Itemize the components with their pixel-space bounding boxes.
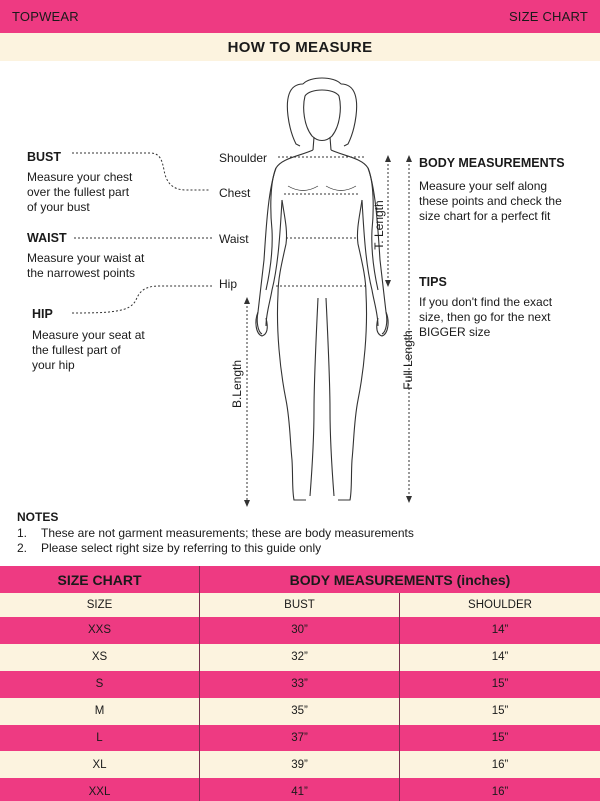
notes-title: NOTES bbox=[17, 510, 59, 524]
body-measurements-title: BODY MEASUREMENTS bbox=[419, 156, 565, 170]
table-row bbox=[0, 698, 600, 725]
waist-label: Waist bbox=[219, 232, 249, 246]
body-figure-illustration bbox=[0, 61, 600, 510]
how-to-measure-bar bbox=[0, 33, 600, 61]
column-header-size: SIZE bbox=[0, 593, 200, 617]
shoulder-cell: 16” bbox=[491, 785, 509, 798]
hip-label: Hip bbox=[219, 277, 238, 291]
shoulder-cell: 15” bbox=[491, 678, 509, 691]
shoulder-cell: 15” bbox=[491, 705, 509, 718]
bust-description: Measure your chest over the fullest part of your bust bbox=[27, 170, 133, 214]
table-header-row bbox=[0, 593, 600, 617]
waist-title: WAIST bbox=[27, 231, 67, 245]
b-length-label: B.Length bbox=[230, 359, 244, 409]
hip-title: HIP bbox=[32, 307, 53, 321]
note-item: 2. Please select right size by referring to this guide only bbox=[17, 541, 322, 555]
table-row bbox=[0, 751, 600, 778]
size-cell: XL bbox=[0, 751, 200, 778]
shoulder-label: Shoulder bbox=[219, 151, 268, 165]
size-cell: M bbox=[0, 698, 200, 725]
column-header-bust: BUST bbox=[200, 593, 400, 617]
size-cell: L bbox=[0, 725, 200, 752]
tips-description: If you don't find the exact size, then go for the next BIGGER size bbox=[419, 295, 553, 339]
bust-cell: 37” bbox=[200, 725, 400, 752]
table-title-right: BODY MEASUREMENTS (inches) bbox=[289, 571, 511, 588]
shoulder-cell: 16” bbox=[491, 758, 509, 771]
shoulder-cell: 15” bbox=[491, 732, 509, 744]
category-label: TOPWEAR bbox=[12, 9, 79, 24]
column-header-shoulder: SHOULDER bbox=[468, 599, 532, 611]
table-title-row bbox=[0, 566, 600, 593]
bust-cell: 35” bbox=[200, 698, 400, 725]
table-row bbox=[0, 725, 600, 752]
bust-cell: 33” bbox=[200, 671, 400, 698]
top-header-bar bbox=[0, 0, 600, 33]
bust-cell: 41” bbox=[200, 778, 400, 801]
table-row bbox=[0, 617, 600, 644]
shoulder-cell: 14” bbox=[491, 651, 509, 664]
table-row bbox=[0, 778, 600, 801]
table-title-left: SIZE CHART bbox=[0, 566, 200, 593]
waist-description: Measure your waist at the narrowest points bbox=[27, 251, 145, 280]
shoulder-cell: 14” bbox=[491, 624, 509, 637]
chest-label: Chest bbox=[219, 186, 251, 200]
hip-description: Measure your seat at the fullest part of your hip bbox=[32, 328, 145, 372]
size-cell: XXL bbox=[0, 778, 200, 801]
bust-title: BUST bbox=[27, 150, 62, 164]
table-row bbox=[0, 671, 600, 698]
bust-cell: 39” bbox=[200, 751, 400, 778]
t-length-label: T. Length bbox=[372, 200, 386, 250]
full-length-label: Full Length bbox=[401, 330, 415, 390]
size-cell: XXS bbox=[0, 617, 200, 644]
bust-cell: 32” bbox=[200, 644, 400, 671]
size-chart-label: SIZE CHART bbox=[508, 9, 588, 24]
body-measurements-description: Measure your self along these points and check the size chart for a perfect fit bbox=[419, 179, 562, 223]
note-item: 1. These are not garment measurements; these are body measurements bbox=[17, 526, 414, 540]
table-row bbox=[0, 644, 600, 671]
size-cell: XS bbox=[0, 644, 200, 671]
size-chart-table bbox=[0, 566, 600, 801]
notes-section bbox=[17, 510, 414, 556]
section-title: HOW TO MEASURE bbox=[227, 38, 373, 56]
tips-title: TIPS bbox=[419, 275, 447, 289]
size-cell: S bbox=[0, 671, 200, 698]
bust-cell: 30” bbox=[200, 617, 400, 644]
